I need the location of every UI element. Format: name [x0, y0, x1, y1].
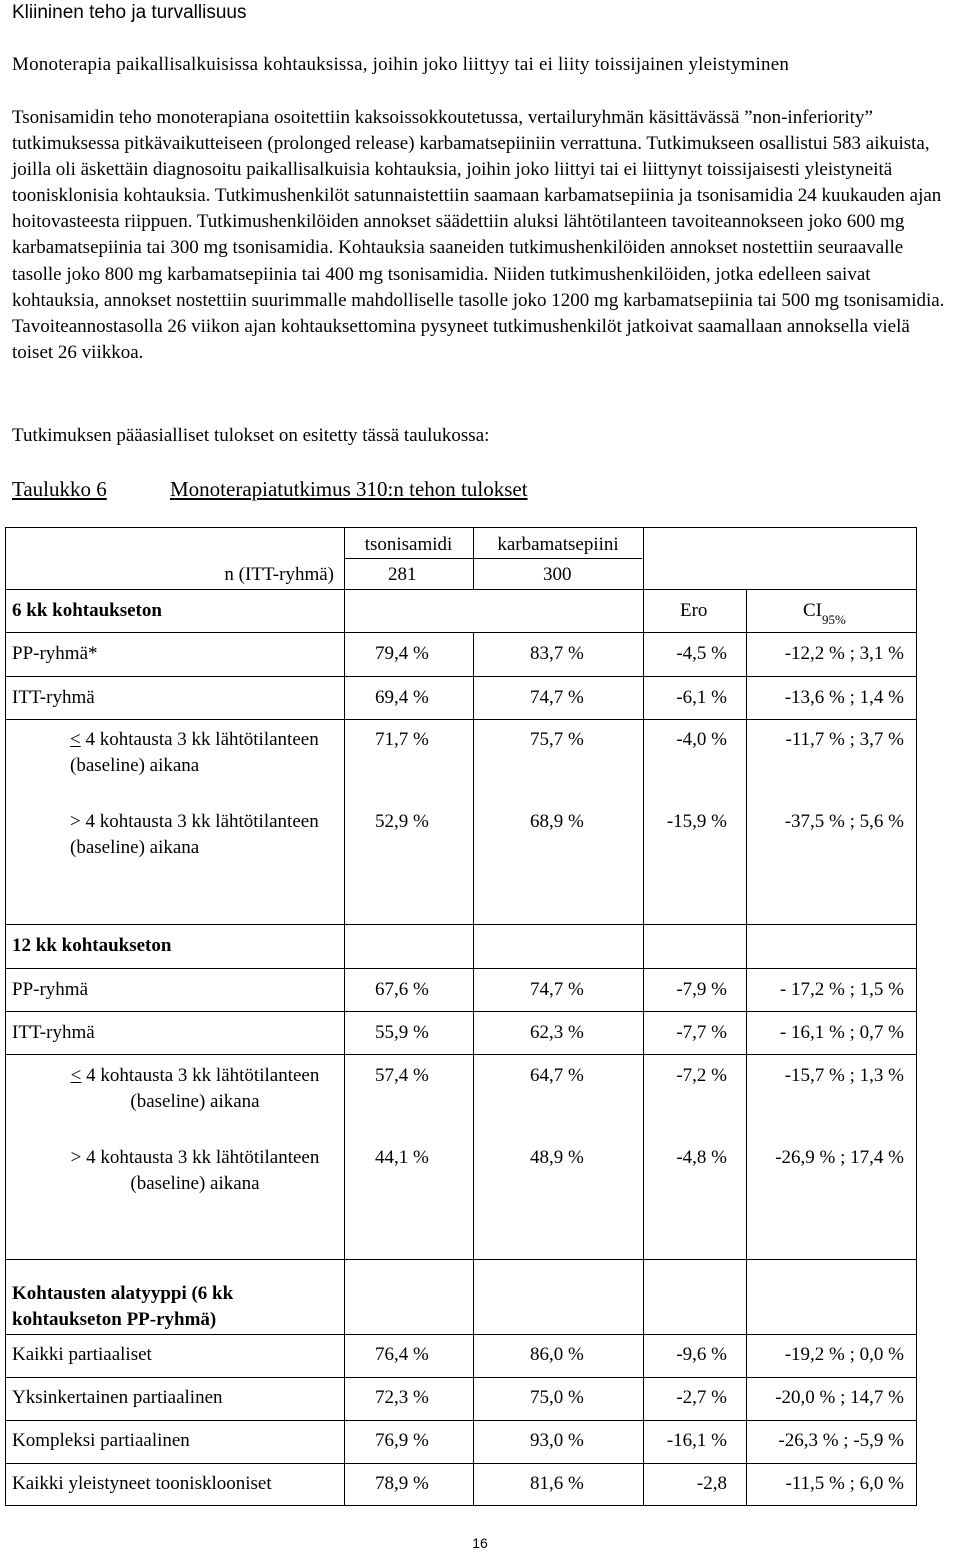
greater-symbol: >: [70, 811, 81, 832]
grid-line: [6, 719, 916, 720]
col-header-ci: [803, 598, 846, 625]
value-karbamatsepiini: 62,3 %: [530, 1022, 584, 1043]
grid-line: [6, 589, 916, 590]
less-equal-symbol: <: [70, 1065, 82, 1086]
value-ero: -4,0 %: [676, 729, 727, 750]
subgroup-text: 4 kohtausta 3 kk lähtötilanteen (baseline) aikana: [70, 729, 319, 776]
subgroup-text: 4 kohtausta 3 kk lähtötilanteen (baseline) aikana: [70, 811, 319, 858]
n-label: n (ITT-ryhmä): [224, 564, 334, 585]
grid-line: [344, 528, 345, 1506]
value-tsonisamidi: 76,9 %: [375, 1430, 429, 1451]
col-header-ero: Ero: [680, 600, 708, 621]
grid-line: [6, 1377, 916, 1378]
row-label: Yksinkertainen partiaalinen: [12, 1387, 223, 1408]
value-ero: -2,8: [696, 1473, 727, 1494]
n-karbamatsepiini: 300: [543, 564, 572, 585]
greater-symbol: >: [70, 1147, 82, 1168]
ci-label: CI: [803, 600, 822, 621]
subgroup-label: [70, 1145, 320, 1197]
subgroup-label: [70, 727, 320, 779]
value-ero: -9,6 %: [676, 1344, 727, 1365]
value-ci: -11,5 % ; 6,0 %: [785, 1473, 904, 1494]
row-label: Kaikki yleistyneet toonisklooniset: [12, 1473, 272, 1494]
row-label: PP-ryhmä*: [12, 643, 98, 664]
value-ci: -26,3 % ; -5,9 %: [778, 1430, 904, 1451]
grid-line: [6, 1334, 916, 1335]
subgroup-label: [70, 809, 320, 861]
value-ero: -7,9 %: [676, 979, 727, 1000]
value-ci: -19,2 % ; 0,0 %: [784, 1344, 904, 1365]
row-label: ITT-ryhmä: [12, 687, 95, 708]
value-ci: -13,6 % ; 1,4 %: [784, 687, 904, 708]
subgroup-text: 4 kohtausta 3 kk lähtötilanteen (baseline) aikana: [81, 1147, 320, 1194]
row-label: PP-ryhmä: [12, 979, 88, 1000]
subheading: Monoterapia paikallisalkuisissa kohtauksissa, joihin joko liittyy tai ei liity toissijainen yleistyminen: [12, 54, 790, 75]
value-ero: -4,8 %: [676, 1147, 727, 1168]
grid-line: [6, 968, 916, 969]
value-tsonisamidi: 72,3 %: [375, 1387, 429, 1408]
table-intro: Tutkimuksen pääasialliset tulokset on esitetty tässä taulukossa:: [12, 425, 490, 446]
page-number: 16: [472, 1535, 488, 1551]
grid-line: [6, 676, 916, 677]
value-ci: -20,0 % ; 14,7 %: [775, 1387, 904, 1408]
value-karbamatsepiini: 83,7 %: [530, 643, 584, 664]
value-ero: -6,1 %: [676, 687, 727, 708]
value-karbamatsepiini: 75,0 %: [530, 1387, 584, 1408]
row-label: ITT-ryhmä: [12, 1022, 95, 1043]
results-table: [5, 527, 917, 1506]
grid-line: [6, 632, 916, 633]
grid-line: [6, 1011, 916, 1012]
value-ero: -16,1 %: [666, 1430, 727, 1451]
value-karbamatsepiini: 93,0 %: [530, 1430, 584, 1451]
less-equal-symbol: <: [70, 729, 81, 750]
section-subtype-label: Kohtausten alatyyppi (6 kk kohtaukseton PP-ryhmä): [12, 1283, 234, 1330]
body-paragraph: Tsonisamidin teho monoterapiana osoitettiin kaksoissokkoutetussa, vertailuryhmän käsittävässä ”non-inferiority” tutkimuksessa pitkävaikutteiseen (prolonged release) karbamatsepiiniin verrattuna. Tutkimukseen osallistui 583 aikuista, joilla oli äskettäin diagnosoitu paikallisalkuisia kohtauksia, joihin joko liittyi tai ei liittynyt toissijaisesti yleistyneitä toonisklonisia kohtauksia. Tutkimushenkilöt satunnaistettiin saamaan karbamatsepiinia ja tsonisamidia 24 kuukauden ajan hoitovasteesta riippuen. Tutkimushenkilöiden annokset säädettiin aluksi lähtötilanteen tavoiteannokseen joko 600 mg karbamatsepiinia tai 300 mg tsonisamidia. Kohtauksia saaneiden tutkimushenkilöiden annokset nostettiin seuraavalle tasolle joko 800 mg karbamatsepiinia tai 400 mg tsonisamidia. Niiden tutkimushenkilöiden, jotka edelleen saivat kohtauksia, annokset nostettiin suurimmalle mahdolliselle tasolle joko 1200 mg karbamatsepiinia tai 500 mg tsonisamidia. Tavoiteannostasolla 26 viikon ajan kohtauksettomina pysyneet tutkimushenkilöt jatkoivat saamallaan annoksella vielä toiset 26 viikkoa.: [12, 107, 945, 363]
value-tsonisamidi: 67,6 %: [375, 979, 429, 1000]
col-header-tsonisamidi: tsonisamidi: [364, 534, 453, 555]
value-ci: -12,2 % ; 3,1 %: [784, 643, 904, 664]
subgroup-label: [70, 1063, 320, 1115]
section-heading: Kliininen teho ja turvallisuus: [12, 2, 247, 23]
value-karbamatsepiini: 68,9 %: [530, 811, 584, 832]
table-caption-title: Monoterapiatutkimus 310:n tehon tulokset: [170, 477, 528, 501]
value-karbamatsepiini: 64,7 %: [530, 1065, 584, 1086]
grid-line: [6, 1463, 916, 1464]
row-label: Kaikki partiaaliset: [12, 1344, 152, 1365]
value-ero: -4,5 %: [676, 643, 727, 664]
value-tsonisamidi: 69,4 %: [375, 687, 429, 708]
value-karbamatsepiini: 86,0 %: [530, 1344, 584, 1365]
value-tsonisamidi: 79,4 %: [375, 643, 429, 664]
value-tsonisamidi: 52,9 %: [375, 811, 429, 832]
grid-line: [344, 558, 642, 559]
value-ero: -7,2 %: [676, 1065, 727, 1086]
col-header-karbamatsepiini: karbamatsepiini: [497, 534, 619, 555]
grid-line: [6, 924, 916, 925]
value-karbamatsepiini: 75,7 %: [530, 729, 584, 750]
value-ci: - 16,1 % ; 0,7 %: [779, 1022, 904, 1043]
table-caption-label: Taulukko 6: [12, 477, 107, 501]
section-6kk-label: 6 kk kohtaukseton: [12, 600, 162, 621]
section-12kk-label: 12 kk kohtaukseton: [12, 935, 172, 956]
value-karbamatsepiini: 74,7 %: [530, 979, 584, 1000]
value-tsonisamidi: 57,4 %: [375, 1065, 429, 1086]
ci-subscript: 95%: [822, 612, 846, 627]
value-tsonisamidi: 78,9 %: [375, 1473, 429, 1494]
grid-line: [6, 1054, 916, 1055]
row-label: Kompleksi partiaalinen: [12, 1430, 190, 1451]
grid-line: [6, 1420, 916, 1421]
value-tsonisamidi: 55,9 %: [375, 1022, 429, 1043]
value-tsonisamidi: 44,1 %: [375, 1147, 429, 1168]
value-ero: -15,9 %: [666, 811, 727, 832]
value-ci: -26,9 % ; 17,4 %: [775, 1147, 904, 1168]
value-ci: - 17,2 % ; 1,5 %: [779, 979, 904, 1000]
value-ci: -15,7 % ; 1,3 %: [784, 1065, 904, 1086]
grid-line: [6, 1259, 916, 1260]
value-karbamatsepiini: 48,9 %: [530, 1147, 584, 1168]
subgroup-text: 4 kohtausta 3 kk lähtötilanteen (baseline) aikana: [81, 1065, 320, 1112]
grid-line: [473, 632, 474, 1506]
value-karbamatsepiini: 74,7 %: [530, 687, 584, 708]
value-ci: -11,7 % ; 3,7 %: [785, 729, 904, 750]
value-ci: -37,5 % ; 5,6 %: [784, 811, 904, 832]
value-karbamatsepiini: 81,6 %: [530, 1473, 584, 1494]
value-ero: -7,7 %: [676, 1022, 727, 1043]
value-ero: -2,7 %: [676, 1387, 727, 1408]
value-tsonisamidi: 71,7 %: [375, 729, 429, 750]
n-tsonisamidi: 281: [388, 564, 417, 585]
value-tsonisamidi: 76,4 %: [375, 1344, 429, 1365]
table-caption: [12, 477, 528, 502]
